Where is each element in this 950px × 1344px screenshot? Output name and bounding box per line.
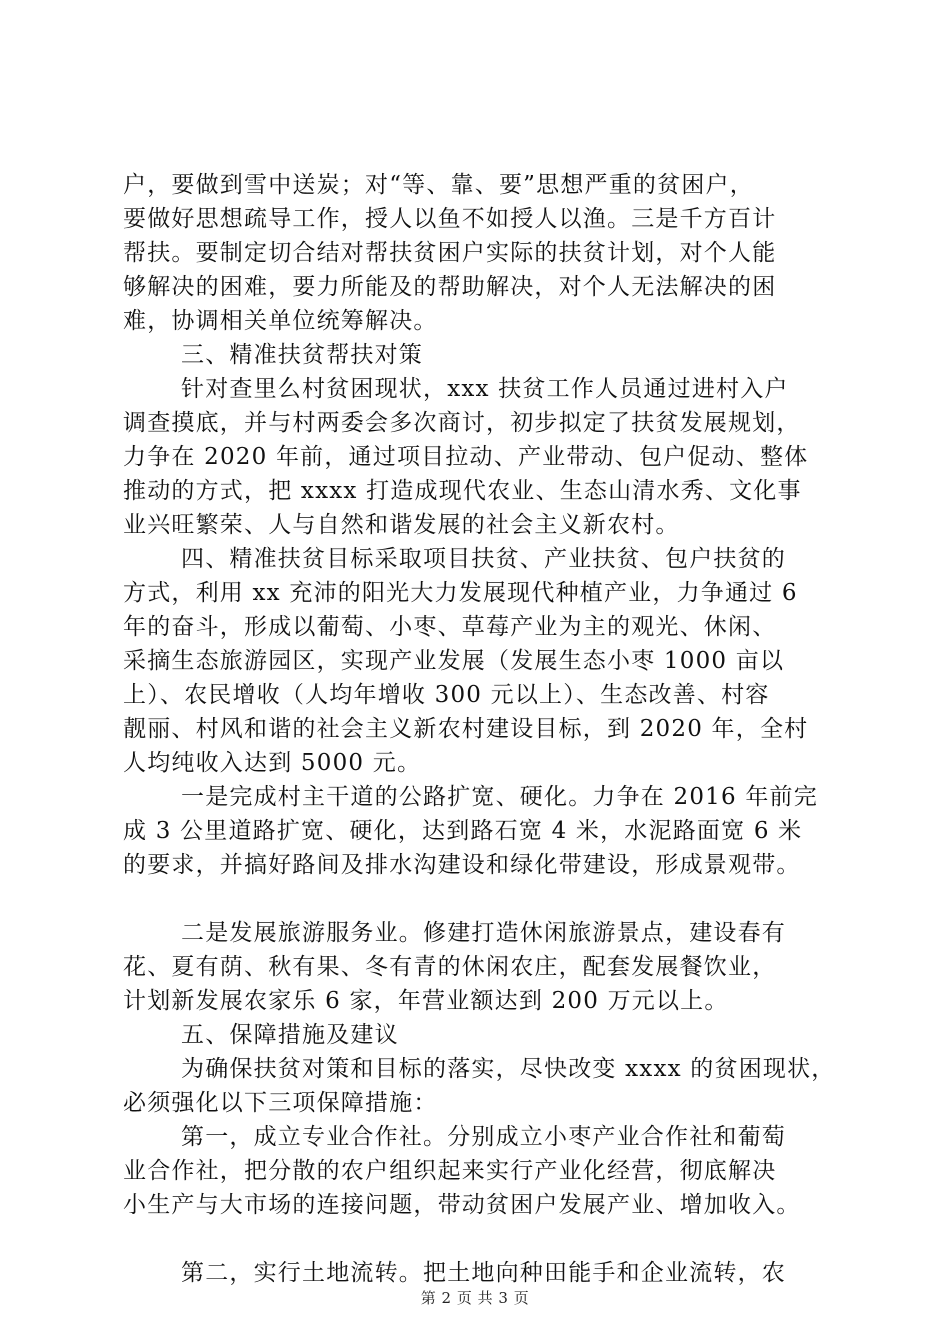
text-line: 针对查里么村贫困现状，xxx 扶贫工作人员通过进村入户 (181, 376, 789, 402)
page-footer: 第 2 页 共 3 页 (420, 1289, 530, 1307)
text-line: 难，协调相关单位统筹解决。 (123, 308, 438, 334)
text-line: 调查摸底，并与村两委会多次商讨，初步拟定了扶贫发展规划， (123, 410, 801, 436)
text-line: 靓丽、村风和谐的社会主义新农村建设目标，到 2020 年，全村 (123, 716, 809, 742)
text-line: 户，要做到雪中送炭；对“等、靠、要”思想严重的贫困户， (123, 172, 754, 198)
text-line: 要做好思想疏导工作，授人以鱼不如授人以渔。三是千方百计 (123, 206, 777, 232)
text-line: 小生产与大市场的连接问题，带动贫困户发展产业、增加收入。 (123, 1192, 801, 1218)
text-line: 计划新发展农家乐 6 家，年营业额达到 200 万元以上。 (123, 988, 729, 1014)
text-line: 上）、农民增收（人均年增收 300 元以上）、生态改善、村容 (123, 682, 770, 708)
text-line: 为确保扶贫对策和目标的落实，尽快改变 xxxx 的贫困现状， (181, 1056, 836, 1082)
text-line: 人均纯收入达到 5000 元。 (123, 750, 422, 776)
text-line: 方式，利用 xx 充沛的阳光大力发展现代种植产业，力争通过 6 (123, 580, 798, 606)
text-line: 第二，实行土地流转。把土地向种田能手和企业流转，农 (181, 1260, 786, 1286)
text-line: 必须强化以下三项保障措施： (123, 1090, 438, 1116)
section-heading-4: 四、精准扶贫目标采取项目扶贫、产业扶贫、包户扶贫的 (181, 546, 786, 572)
text-line: 够解决的困难，要力所能及的帮助解决，对个人无法解决的困 (123, 274, 777, 300)
text-line: 第一，成立专业合作社。分别成立小枣产业合作社和葡萄 (181, 1124, 786, 1150)
text-line: 业合作社，把分散的农户组织起来实行产业化经营，彻底解决 (123, 1158, 777, 1184)
paragraph-gap (123, 1222, 838, 1256)
text-line: 采摘生态旅游园区，实现产业发展（发展生态小枣 1000 亩以 (123, 648, 785, 674)
text-line: 年的奋斗，形成以葡萄、小枣、草莓产业为主的观光、休闲、 (123, 614, 777, 640)
text-line: 花、夏有荫、秋有果、冬有青的休闲农庄，配套发展餐饮业， (123, 954, 777, 980)
paragraph-gap (123, 882, 838, 916)
text-line: 的要求，并搞好路间及排水沟建设和绿化带建设，形成景观带。 (123, 852, 801, 878)
text-line: 一是完成村主干道的公路扩宽、硬化。力争在 2016 年前完 (181, 784, 818, 810)
text-line: 二是发展旅游服务业。修建打造休闲旅游景点，建设春有 (181, 920, 786, 946)
text-line: 帮扶。要制定切合结对帮扶贫困户实际的扶贫计划，对个人能 (123, 240, 777, 266)
document-body (123, 168, 838, 1290)
text-line: 力争在 2020 年前，通过项目拉动、产业带动、包户促动、整体 (123, 444, 809, 470)
section-heading-3: 三、精准扶贫帮扶对策 (181, 342, 423, 368)
text-line: 成 3 公里道路扩宽、硬化，达到路石宽 4 米，水泥路面宽 6 米 (123, 818, 803, 844)
section-heading-5: 五、保障措施及建议 (181, 1022, 399, 1048)
text-line: 推动的方式，把 xxxx 打造成现代农业、生态山清水秀、文化事 (123, 478, 802, 504)
text-line: 业兴旺繁荣、人与自然和谐发展的社会主义新农村。 (123, 512, 680, 538)
